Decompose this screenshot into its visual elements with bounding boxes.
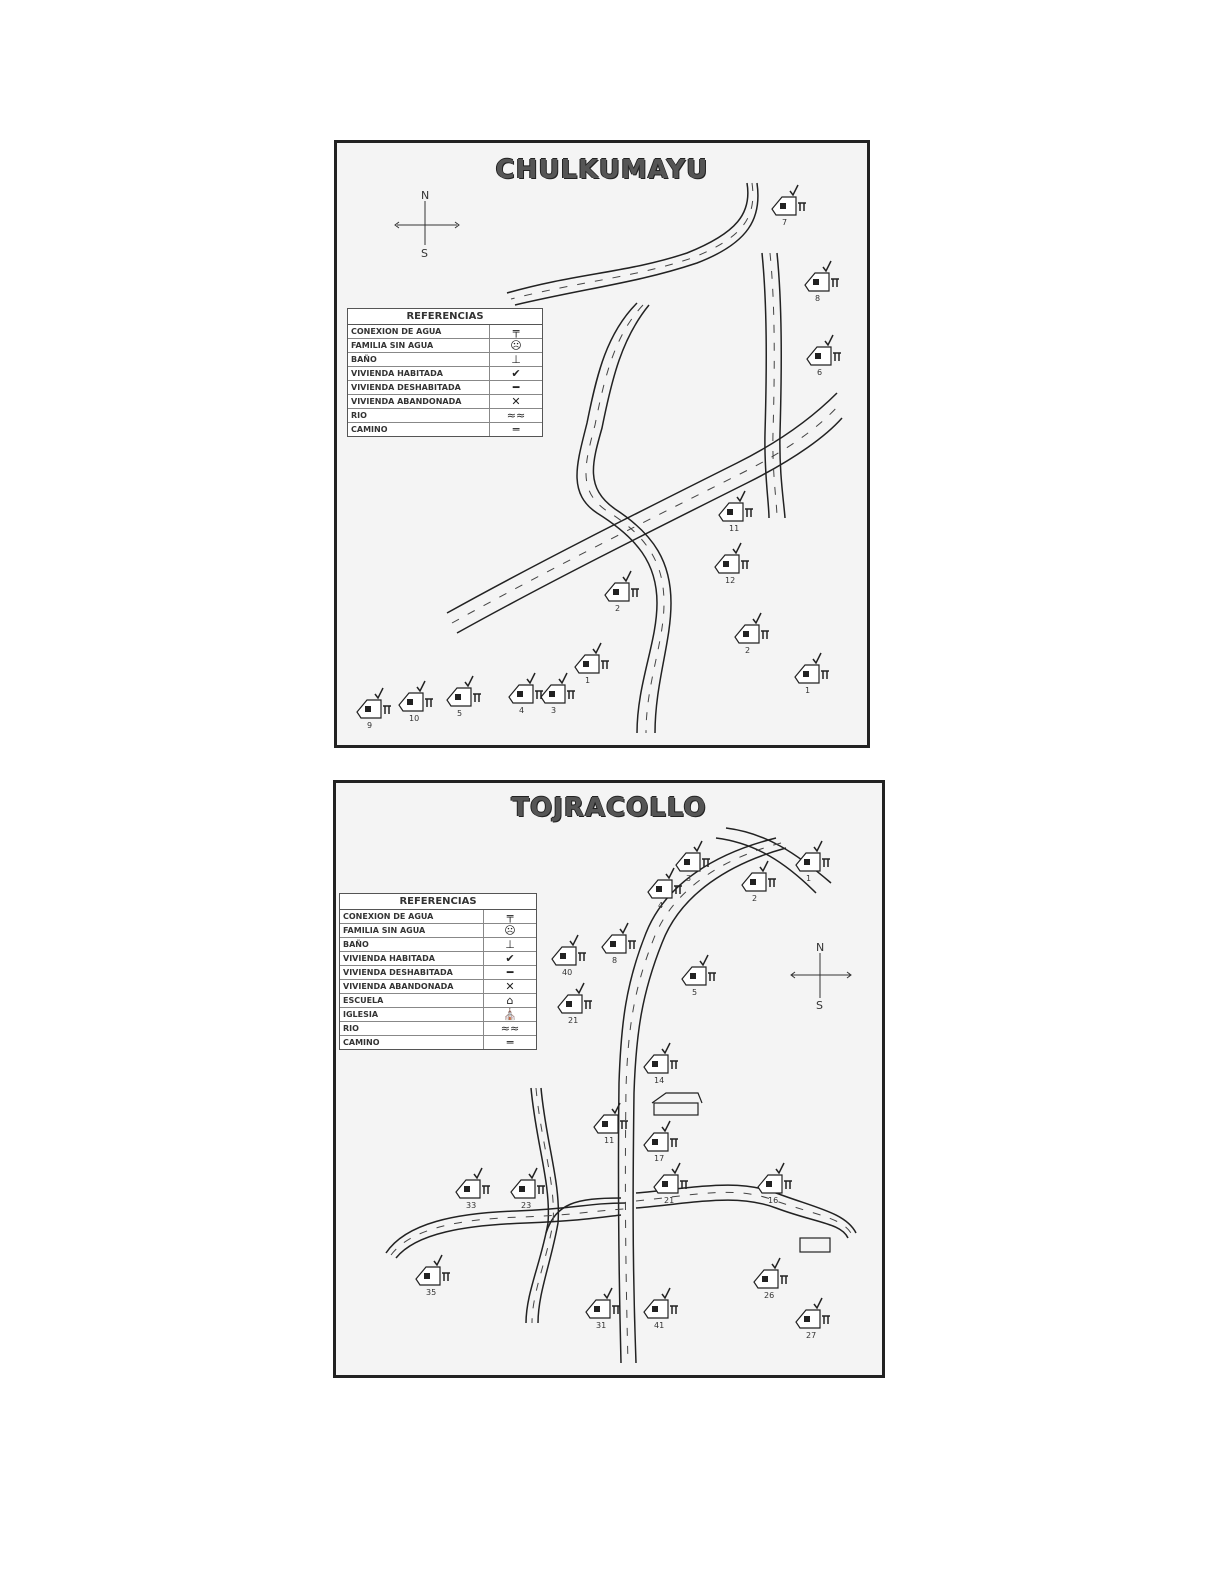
house-number: 9 [367,721,373,730]
house-number: 35 [426,1288,437,1297]
legend-label: CAMINO [340,1036,484,1049]
toilet-icon: ⊥ [511,353,521,366]
house-number: 33 [466,1201,477,1210]
legend-label: BAÑO [340,938,484,951]
house-icon [594,1103,628,1133]
house-number: 27 [806,1331,817,1340]
house-number: 21 [568,1016,579,1025]
legend-label: BAÑO [348,353,490,366]
check-icon: ✔ [505,952,515,965]
legend-row [340,910,536,924]
house-number: 41 [654,1321,665,1330]
church-icon: ⛪ [503,1008,517,1021]
church-icon [800,1238,830,1252]
legend-label: FAMILIA SIN AGUA [340,924,484,937]
house-icon [758,1163,792,1193]
house-icon [742,861,776,891]
legend-row [340,1008,536,1022]
house-number: 5 [692,988,698,997]
legend-label: RIO [340,1022,484,1035]
road-icon: ═ [512,423,520,436]
legend-row [348,409,542,423]
legend-label: RIO [348,409,490,422]
cross-icon: ✕ [511,395,521,408]
legend-row [348,339,542,353]
compass-south: S [421,247,428,260]
house-number: 23 [521,1201,532,1210]
house-icon [682,955,716,985]
legend [339,893,537,1050]
map-drawing [336,783,882,1375]
river-icon: ≈≈ [500,1022,520,1035]
house-icon [772,185,806,215]
legend-row [348,381,542,395]
house-icon [511,1168,545,1198]
house-number: 4 [519,706,525,715]
map-title: TOJRACOLLO [511,793,707,823]
legend-label: VIVIENDA DESHABITADA [340,966,484,979]
legend-row [348,353,542,367]
house-icon [807,335,841,365]
house-icon [796,841,830,871]
house-number: 14 [654,1076,665,1085]
legend-row [340,938,536,952]
house-number: 8 [815,294,821,303]
road-icon: ═ [506,1036,514,1049]
map-panel-chulkumayu [334,140,870,748]
house-number: 11 [604,1136,615,1145]
house-icon [715,543,749,573]
house-number: 5 [457,709,463,718]
house-number: 21 [664,1196,675,1205]
school-icon: ⌂ [506,994,514,1007]
map-panel-tojracollo [333,780,885,1378]
legend-label: VIVIENDA ABANDONADA [348,395,490,408]
legend-row [348,325,542,339]
house-number: 1 [585,676,591,685]
house-number: 12 [725,576,736,585]
check-icon: ✔ [511,367,521,380]
house-icon [795,653,829,683]
house-icon [552,935,586,965]
house-icon [586,1288,620,1318]
school-icon [652,1093,702,1115]
house-icon [644,1288,678,1318]
legend-label: IGLESIA [340,1008,484,1021]
house-number: 2 [752,894,758,903]
dash-icon: ━ [506,966,514,979]
house-icon [735,613,769,643]
compass-icon [395,201,459,245]
house-icon [575,643,609,673]
house-number: 8 [612,956,618,965]
house-number: 40 [562,968,573,977]
legend-row [348,395,542,409]
legend-row [348,367,542,381]
river [507,183,758,733]
legend-row [340,980,536,994]
map-drawing [337,143,867,745]
legend-row [340,952,536,966]
house-number: 10 [409,714,420,723]
house-icon [602,923,636,953]
house-number: 6 [817,368,823,377]
no-water-icon: ☹ [510,339,522,352]
house-icon [416,1255,450,1285]
house-icon [605,571,639,601]
legend-row [340,966,536,980]
legend-label: VIVIENDA ABANDONADA [340,980,484,993]
legend-row [340,1022,536,1036]
legend-label: VIVIENDA HABITADA [348,367,490,380]
legend [347,308,543,437]
map-title: CHULKUMAYU [495,155,709,185]
river-icon: ≈≈ [506,409,526,422]
house-number: 26 [764,1291,775,1300]
house-icon [558,983,592,1013]
house-icon [805,261,839,291]
compass-north: N [421,189,430,202]
house-number: 2 [615,604,621,613]
house-number: 4 [658,901,664,910]
compass-icon [791,953,851,998]
compass-south: S [816,999,823,1012]
house-number: 16 [768,1196,779,1205]
legend-label: CAMINO [348,423,490,436]
house-number: 3 [686,874,692,883]
house-number: 7 [782,218,788,227]
house-number: 1 [805,686,811,695]
legend-label: VIVIENDA HABITADA [340,952,484,965]
legend-row [340,1036,536,1049]
house-icon [796,1298,830,1328]
legend-heading: REFERENCIAS [340,894,536,910]
legend-heading: REFERENCIAS [348,309,542,325]
no-water-icon: ☹ [504,924,516,937]
house-icon [399,681,433,711]
house-icon [754,1258,788,1288]
legend-row [348,423,542,436]
house-icon [541,673,575,703]
house-icon [357,688,391,718]
house-icon [644,1121,678,1151]
house-icon [644,1043,678,1073]
legend-row [340,924,536,938]
toilet-icon: ⊥ [505,938,515,951]
legend-label: VIVIENDA DESHABITADA [348,381,490,394]
water-connection-icon: ╤ [506,910,514,923]
house-icon [509,673,543,703]
house-icon [648,868,682,898]
dash-icon: ━ [512,381,520,394]
legend-label: FAMILIA SIN AGUA [348,339,490,352]
cross-icon: ✕ [505,980,515,993]
road-center [452,183,839,733]
legend-row [340,994,536,1008]
house-number: 11 [729,524,740,533]
house-number: 1 [806,874,812,883]
house-icon [456,1168,490,1198]
compass-north: N [816,941,825,954]
legend-label: CONEXION DE AGUA [340,910,484,923]
house-number: 2 [745,646,751,655]
house-number: 3 [551,706,557,715]
house-number: 17 [654,1154,665,1163]
house-icon [719,491,753,521]
legend-label: ESCUELA [340,994,484,1007]
house-markers [357,185,841,730]
water-connection-icon: ╤ [512,325,520,338]
house-icon [447,676,481,706]
house-number: 31 [596,1321,607,1330]
legend-label: CONEXION DE AGUA [348,325,490,338]
